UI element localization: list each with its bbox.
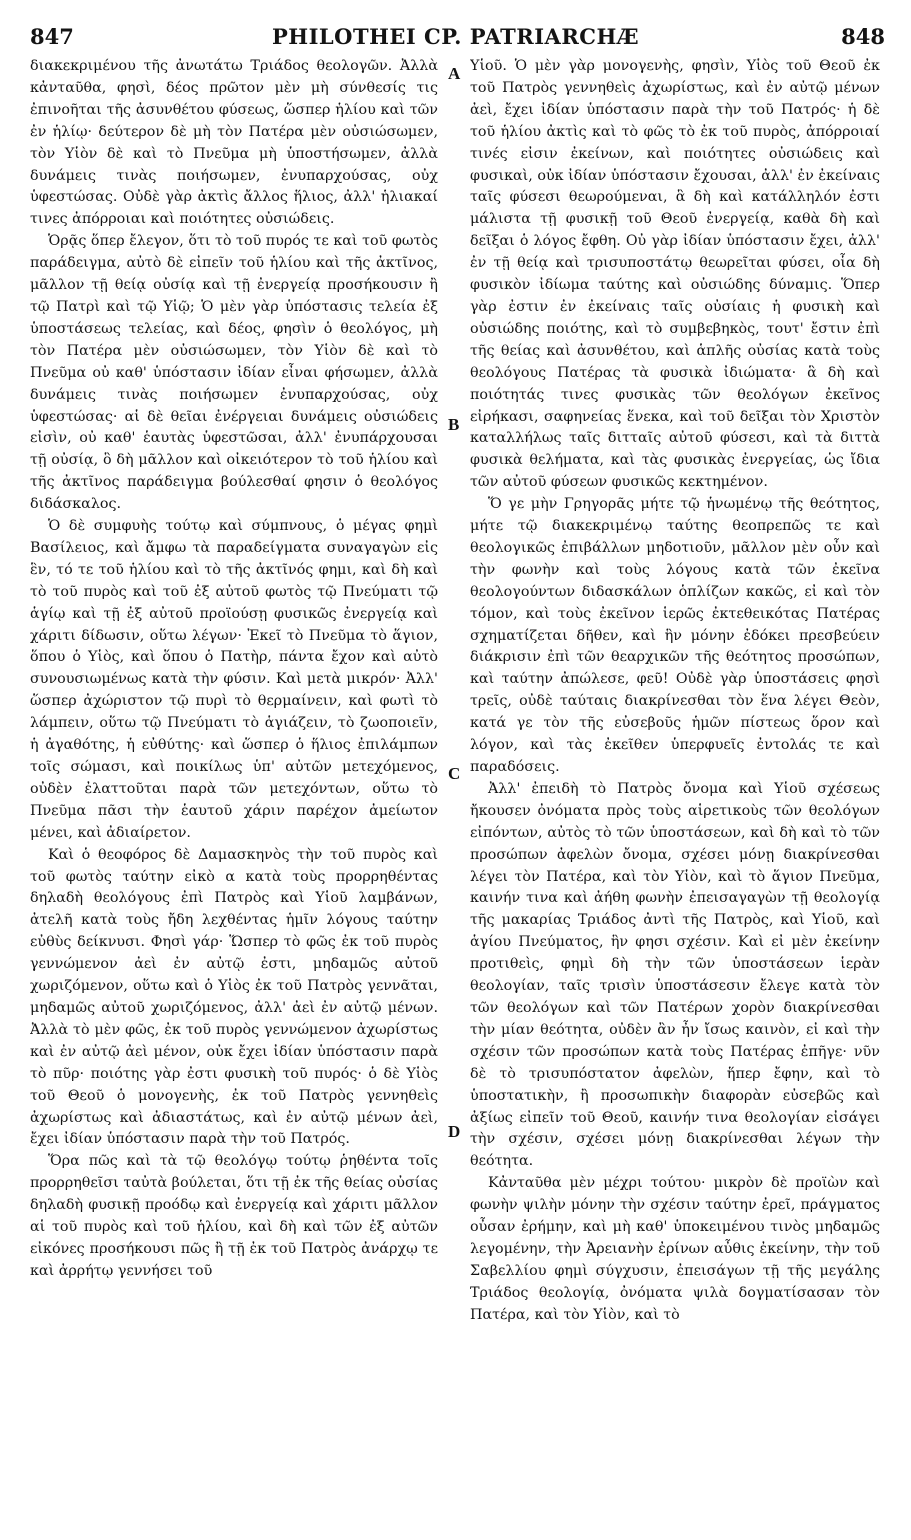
page-number-right: 848: [841, 24, 885, 49]
right-column: [470, 56, 880, 1534]
left-column: [30, 56, 438, 1534]
left-paragraph-2: Ὁρᾷς ὅπερ ἔλεγον, ὅτι τὸ τοῦ πυρός τε καὶ τοῦ φωτὸς παράδειγμα, αὐτὸ δὲ εἰπεῖν τοῦ ἡλίου καὶ τῆς ἀκτῖνος, μᾶλλον τῇ θείᾳ οὐσίᾳ καὶ τῇ ἐνεργείᾳ προσήκουσιν ἢ τῷ Πατρὶ καὶ τῷ Υἱῷ; Ὁ μὲν γὰρ ὑπόστασις τελεία ἐξ ὑποστάσεως τελείας, καὶ δέος, φησὶν ὁ θεολόγος, μὴ τὸν Πατέρα μὲν οὐσιώσωμεν, τὸν Υἱὸν δὲ καὶ τὸ Πνεῦμα οὐ καθ' ὑπόστασιν ἰδίαν εἶναι φήσωμεν, ἀλλὰ δυνάμεις τινὰς ποιήσωμεν ἐνυπαρχούσας, οὐχ ὑφεστώσας· αἱ δὲ θεῖαι ἐνέργειαι δυνάμεις οὐσιώδεις εἰσὶν, οὐ καθ' ἑαυτὰς ὑφεστῶσαι, ἀλλ' ἐνυπάρχουσαι τῇ οὐσίᾳ, ὃ δὴ μᾶλλον καὶ οἰκειότερον τὸ τοῦ ἡλίου καὶ τῆς ἀκτῖνος παράδειγμα βούλεσθαί φησιν ὁ θεολόγος διδάσκαλος.: [30, 233, 438, 513]
page-number-left: 847: [30, 24, 74, 49]
right-paragraph-2: Ὅ γε μὴν Γρηγορᾶς μήτε τῷ ἡνωμένῳ τῆς θεότητος, μήτε τῷ διακεκριμένῳ ταύτης θεοπρεπῶς τε καὶ θεολογικῶς ἐπιβάλλων μηδοτιοῦν, μᾶλλον μὲν οὖν καὶ τὴν φωνὴν καὶ τοὺς λόγους κατὰ τῶν ἐκεῖνα θεολογούντων διδασκάλων ὁπλίζων κακῶς, εἰ καὶ τὸν τόμον, καὶ τοὺς ἐκεῖνον ἱερῶς ἐκτεθεικότας Πατέρας σχηματίζεται δῆθεν, καὶ ἣν μόνην ἐδόκει πρεσβεύειν διάκρισιν ἐπὶ τῶν θεαρχικῶν τῆς θεότητος προσώπων, καὶ ταύτην ἀπώλεσε, φεῦ! Οὐδὲ γὰρ ὑποστάσεις φησὶ τρεῖς, οὐδὲ ταύταις διακρίνεσθαι τὸν ἕνα λέγει Θεὸν, κατά γε τὸν τῆς εὐσεβοῦς ἡμῶν πίστεως ὅρον καὶ λόγον, καὶ τὰς ἐκεῖθεν ὑπερφυεῖς ἐντολάς τε καὶ παραδόσεις.: [470, 496, 880, 775]
left-paragraph-5: Ὅρα πῶς καὶ τὰ τῷ θεολόγῳ τούτῳ ῥηθέντα τοῖς προρρηθεῖσι ταὐτὰ βούλεται, ὅτι τῇ ἐκ τῆς θείας οὐσίας δηλαδὴ φυσικῇ προόδῳ καὶ ἐνεργείᾳ καὶ χάριτι μᾶλλον αἱ τοῦ πυρὸς καὶ τοῦ ἡλίου, καὶ δὴ καὶ τῶν ἐξ αὐτῶν εἰκόνες προσήκουσι πῶς ἢ τῇ ἐκ τοῦ Πατρὸς ἀνάρχῳ τε καὶ ἀρρήτῳ γεννήσει τοῦ: [30, 1153, 438, 1279]
left-paragraph-4: Καὶ ὁ θεοφόρος δὲ Δαμασκηνὸς τὴν τοῦ πυρὸς καὶ τοῦ φωτὸς ταύτην εἰκὸ α κατὰ τοὺς προρρηθέντας δηλαδὴ θεολόγους ἐπὶ Πατρὸς καὶ Υἱοῦ λαμβάνων, ἀτελῆ κατὰ τοὺς ἤδη λεχθέντας ἡμῖν λόγους ταύτην εὐθὺς δείκνυσι. Φησὶ γάρ· Ὥσπερ τὸ φῶς ἐκ τοῦ πυρὸς γεννώμενον ἀεὶ ἐν αὐτῷ ἐστι, μηδαμῶς αὐτοῦ χωριζόμενον, οὕτω καὶ ὁ Υἱὸς ἐκ τοῦ Πατρὸς γεννᾶται, μηδαμῶς αὐτοῦ χωριζόμενος, ἀλλ' ἀεὶ ἐν αὐτῷ μένων. Ἀλλὰ τὸ μὲν φῶς, ἐκ τοῦ πυρὸς γεννώμενον ἀχωρίστως καὶ ἐν αὐτῷ ἀεὶ μένον, οὐκ ἔχει ἰδίαν ὑπόστασιν παρὰ τὸ πῦρ· ποιότης γὰρ ἐστι φυσικὴ τοῦ πυρός· ὁ δὲ Υἱὸς τοῦ Θεοῦ ὁ μονογενὴς, ἐκ τοῦ Πατρὸς γεννηθεὶς ἀχωρίστως καὶ ἀδιαστάτως, καὶ ἐν αὐτῷ μένων ἀεὶ, ἔχει ἰδίαν ὑπόστασιν παρὰ τὴν τοῦ Πατρός.: [30, 846, 438, 1148]
margin-marker-a: A: [448, 64, 461, 83]
right-paragraph-4: Κἀνταῦθα μὲν μέχρι τούτου· μικρὸν δὲ προϊὼν καὶ φωνὴν ψιλὴν μόνην τὴν σχέσιν ταύτην ἐρεῖ, πράγματος οὖσαν ἐρήμην, καὶ μὴ καθ' ὑποκειμένου τινὸς μηδαμῶς λεγομένην, τὴν Ἀρειανὴν ἐρίνων αὖθις ἐκείνην, τὴν τοῦ Σαβελλίου φημὶ σύγχυσιν, ἐπεισάγων τῇ τῆς μεγάλης Τριάδος θεολογίᾳ, ὀνόματα ψιλὰ δογματίσασαν τὸν Πατέρα, καὶ τὸν Υἱὸν, καὶ τὸ: [470, 1175, 880, 1323]
right-paragraph-3: Ἀλλ' ἐπειδὴ τὸ Πατρὸς ὄνομα καὶ Υἱοῦ σχέσεως ἤκουσεν ὀνόματα πρὸς τοὺς αἱρετικοὺς τῶν θεολόγων εἰπόντων, αὐτὸς τὸ τῶν ὑποστάσεων, καὶ δὴ καὶ τὸ τῶν προσώπων ἀφελὼν ὄνομα, σχέσει μόνῃ διακρίνεσθαι λέγει τὸν Πατέρα, καὶ τὸν Υἱὸν, καὶ τὸ ἅγιον Πνεῦμα, καινήν τινα καὶ ἀήθη φωνὴν ἐπεισαγαγὼν τῇ θεολογίᾳ τῆς μακαρίας Τριάδος ἀντὶ τῆς Πατρὸς, καὶ Υἱοῦ, καὶ ἁγίου Πνεύματος, ἣν φησι σχέσιν. Καὶ εἰ μὲν ἐκείνην προτιθεὶς, φημὶ δὴ τὴν τῶν ὑποστάσεων ἱερὰν θεολογίαν, ταῖς τρισὶν ὑποστάσεσιν ἔλεγε κατὰ τὸν τῶν θεολόγων καὶ τῶν Πατέρων χορὸν διακρίνεσθαι τὴν μίαν θεότητα, οὐδὲν ἂν ἦν ἴσως καινὸν, εἰ καὶ τὴν σχέσιν τῶν προσώπων κατὰ τοὺς Πατέρας ἐπῆγε· νῦν δὲ τὸ τρισυπόστατον ἀφελὼν, ἥπερ ἔφην, καὶ τὸ ὑποστατικὴν, ἢ προσωπικὴν διαφορὰν εὐσεβῶς καὶ ἀξίως εἰπεῖν τοῦ Θεοῦ, καινήν τινα θεολογίαν εἰσάγει τὴν σχέσιν, σχέσει μόνῃ διακρίνεσθαι λέγων τὴν θεότητα.: [470, 780, 880, 1170]
left-paragraph-3: Ὁ δὲ συμφυὴς τούτῳ καὶ σύμπνους, ὁ μέγας φημὶ Βασίλειος, καὶ ἄμφω τὰ παραδείγματα συναγαγὼν εἰς ἓν, τό τε τοῦ ἡλίου καὶ τὸ τῆς ἀκτῖνός φημι, καὶ δὴ καὶ τὸ τοῦ πυρὸς καὶ τοῦ ἐξ αὐτοῦ φωτὸς τῷ Πνεύματι τῷ ἁγίῳ καὶ τῇ ἐξ αὐτοῦ προϊούσῃ φυσικῶς ἐνεργείᾳ καὶ χάριτι δίδωσιν, οὕτω λέγων· Ἐκεῖ τὸ Πνεῦμα τὸ ἅγιον, ὅπου ὁ Υἱὸς, καὶ ὅπου ὁ Πατὴρ, πάντα ἔχον καὶ αὐτὸ συνουσιωμένως κατὰ τὴν φύσιν. Καὶ μετὰ μικρόν· Ἀλλ' ὥσπερ ἀχώριστον τῷ πυρὶ τὸ θερμαίνειν, καὶ φωτὶ τὸ λάμπειν, οὕτω τῷ Πνεύματι τὸ ἁγιάζειν, τὸ ζωοποιεῖν, ἡ ἀγαθότης, ἡ εὐθύτης· καὶ ὥσπερ ὁ ἥλιος ἐπιλάμπων τοῖς σώμασι, καὶ ποικίλως ὑπ' αὐτῶν μετεχόμενος, οὐδὲν ἐλαττοῦται παρὰ τῶν μετεχόντων, οὕτω τὸ Πνεῦμα πᾶσι τὴν ἑαυτοῦ χάριν παρέχον ἀμείωτον μένει, καὶ ἀδιαίρετον.: [30, 518, 438, 841]
page-header: [0, 10, 911, 54]
margin-marker-d: D: [448, 1122, 461, 1141]
margin-marker-c: C: [448, 764, 461, 783]
running-title: PHILOTHEI CP. PATRIARCHÆ: [271, 24, 640, 49]
margin-marker-b: B: [448, 415, 460, 434]
left-paragraph-1: διακεκριμένου τῆς ἀνωτάτω Τριάδος θεολογῶν. Ἀλλὰ κἀνταῦθα, φησὶ, δέος πρῶτον μὲν μὴ σύνθεσίς τις ἐπινοῆται τῆς ἀσυνθέτου φύσεως, ὥσπερ ἡλίου καὶ τῶν ἐν ἡλίῳ· δεύτερον δὲ μὴ τὸν Πατέρα μὲν οὐσιώσωμεν, τὸν Υἱὸν δὲ καὶ τὸ Πνεῦμα μὴ ὑποστήσωμεν, ἀλλὰ δυνάμεις τινὰς ποιήσωμεν, ἐνυπαρχούσας, οὐχ ὑφεστώσας. Οὐδὲ γὰρ ἀκτὶς ἄλλος ἥλιος, ἀλλ' ἡλιακαί τινες ἀπόρροιαι καὶ ποιότητες οὐσιώδεις.: [30, 58, 438, 228]
right-paragraph-1: Υἱοῦ. Ὁ μὲν γὰρ μονογενὴς, φησὶν, Υἱὸς τοῦ Θεοῦ ἐκ τοῦ Πατρὸς γεννηθεὶς ἀχωρίστως, καὶ ἐν αὐτῷ μένων ἀεὶ, ἔχει ἰδίαν ὑπόστασιν παρὰ τὴν τοῦ Πατρός· ἡ δὲ τοῦ ἡλίου ἀκτὶς καὶ τὸ φῶς τὸ ἐκ τοῦ πυρὸς, ἀπόρροιαί τινές εἰσιν ἐκείνων, καὶ ποιότητες οὐσιώδεις καὶ φυσικαὶ, οὐκ ἰδίαν ὑπόστασιν ἔχουσαι, ἀλλ' ἐν ἐκείναις ταῖς φύσεσι θεωρούμεναι, ἃ δὴ καὶ κατάλληλόν ἐστι μάλιστα τῇ φυσικῇ τοῦ Θεοῦ ἐνεργείᾳ, καθὰ δὴ καὶ δεῖξαι ὁ λόγος ἔφθη. Οὐ γὰρ ἰδίαν ὑπόστασιν ἔχει, ἀλλ' ἐν τῇ θείᾳ καὶ τρισυποστάτῳ θεωρεῖται φύσει, οἷα δὴ φυσικὸν ἰδίωμα ταύτης καὶ οὐσιώδης δύναμις. Ὅπερ γὰρ ἐστιν ἐν ἐκείναις ταῖς οὐσίαις ἡ φυσικὴ καὶ οὐσιώδης ποιότης, καὶ τὸ συμβεβηκὸς, τουτ' ἔστιν ἐπὶ τῆς θείας καὶ ἀσυνθέτου, καὶ ἁπλῆς οὐσίας κατὰ τοὺς θεολόγους Πατέρας τὰ φυσικὰ ἰδιώματα· ἃ δὴ καὶ ποιότητάς τινες φυσικὰς τῶν θεολόγων ἐκεῖνος εἰρήκασι, σαφηνείας ἕνεκα, καὶ τοῦ δεῖξαι τὸν Χριστὸν καταλλήλως ταῖς διτταῖς αὐτοῦ φύσεσι, καὶ τὰ διττὰ φυσικὰ θελήματα, καὶ τὰς φυσικὰς ἐνεργείας, ὡς ἴδια τῶν αὐτοῦ φύσεων φυσικῶς κεκτημένον.: [470, 58, 880, 491]
